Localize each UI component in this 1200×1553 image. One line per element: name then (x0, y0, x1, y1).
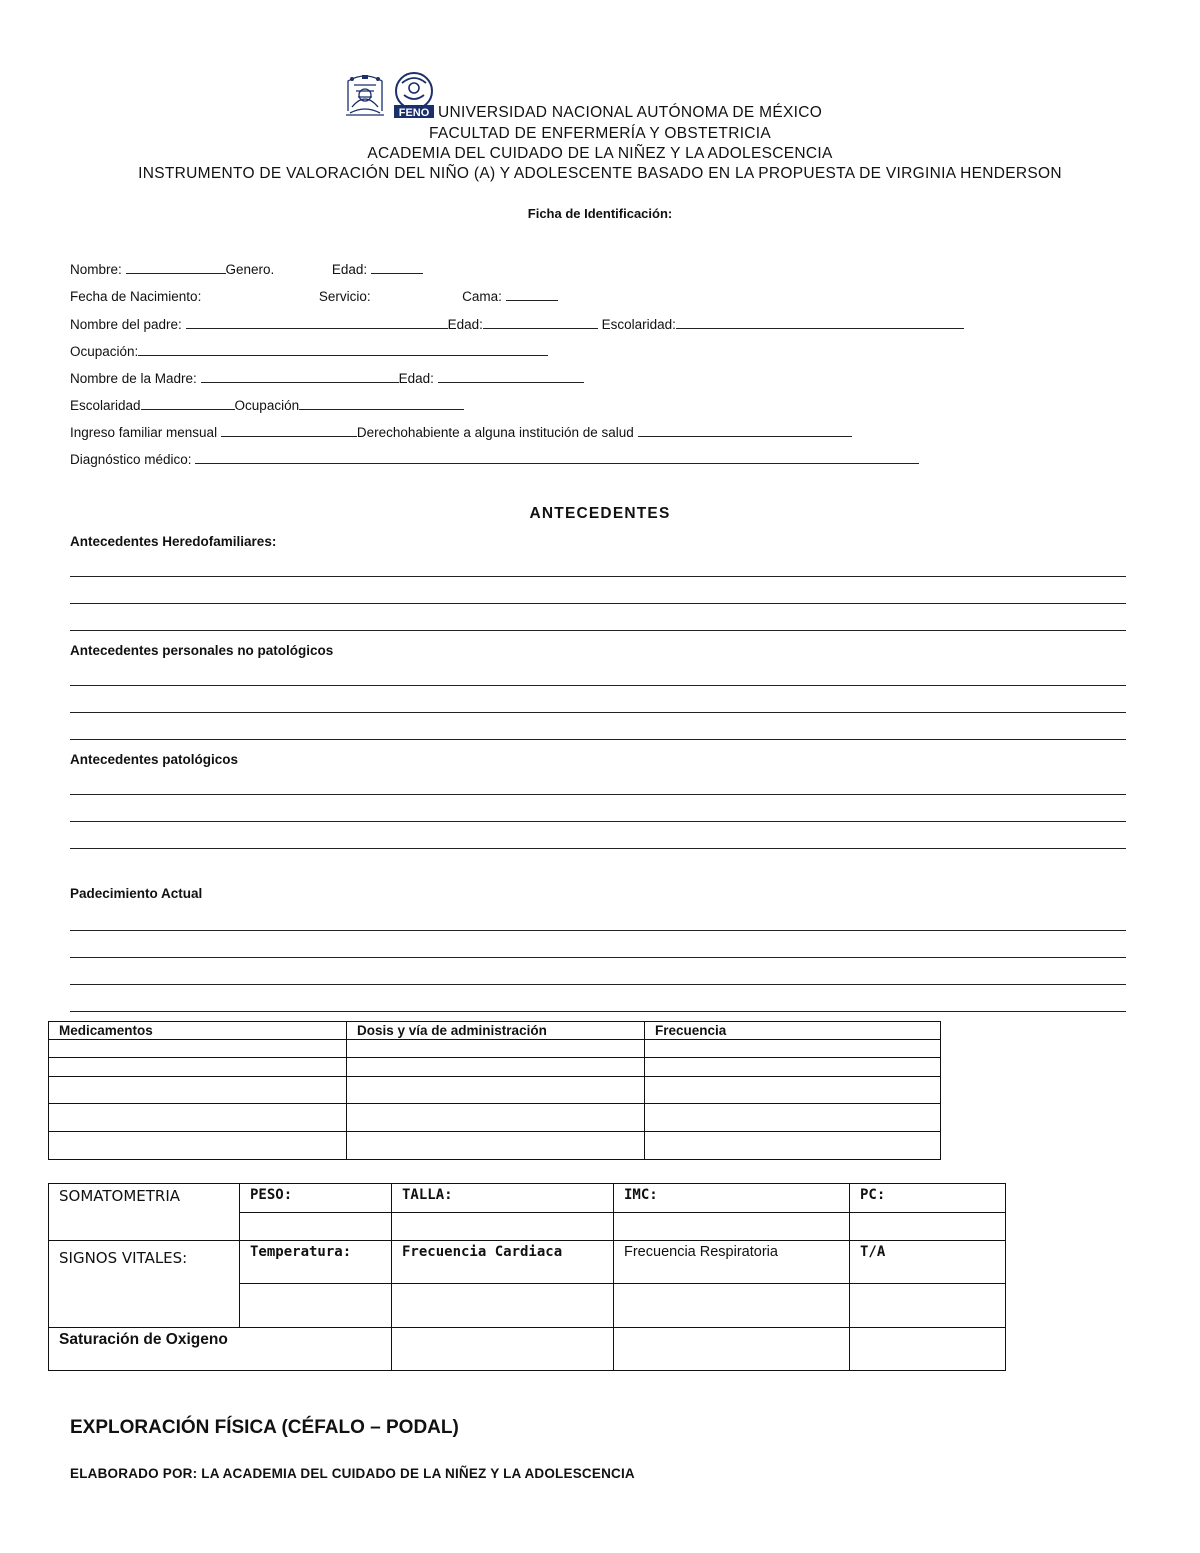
table-header-row (49, 1022, 941, 1040)
feno-logo-icon (394, 73, 434, 119)
table-row (49, 1077, 941, 1104)
frecuencia-cardiaca-value[interactable] (392, 1284, 614, 1328)
writing-line[interactable] (70, 685, 1126, 686)
peso-label: PESO: (240, 1184, 392, 1213)
feno-logo-text: FENO (398, 107, 430, 119)
antecedentes-title: ANTECEDENTES (529, 505, 671, 522)
ficha-identificacion-title: Ficha de Identificación: (527, 206, 673, 221)
table-cell[interactable] (347, 1040, 645, 1058)
header-university: UNIVERSIDAD NACIONAL AUTÓNOMA DE MÉXICO (438, 104, 823, 121)
table-row (49, 1241, 1006, 1284)
table-cell[interactable] (645, 1040, 941, 1058)
table-row (49, 1132, 941, 1160)
input-nombre-madre[interactable] (201, 370, 399, 383)
writing-line[interactable] (70, 848, 1126, 849)
writing-line[interactable] (70, 630, 1126, 631)
field-row-fecha (70, 288, 558, 304)
table-row (49, 1104, 941, 1132)
table-cell[interactable] (49, 1104, 347, 1132)
table-cell[interactable] (49, 1040, 347, 1058)
table-cell[interactable] (347, 1058, 645, 1077)
field-row-diagnostico (70, 451, 919, 467)
field-row-padre (70, 316, 964, 332)
header-dosis: Dosis y vía de administración (347, 1022, 645, 1040)
pc-label: PC: (850, 1184, 1006, 1213)
saturacion-label: Saturación de Oxigeno (49, 1328, 392, 1371)
table-cell[interactable] (645, 1058, 941, 1077)
pc-value[interactable] (850, 1213, 1006, 1241)
input-edad-madre[interactable] (438, 370, 584, 383)
header-instrument-title: INSTRUMENTO DE VALORACIÓN DEL NIÑO (A) Y ADOLESCENTE BASADO EN LA PROPUESTA DE VIRGINIA HENDERSON (138, 165, 1062, 182)
signos-vitales-label: SIGNOS VITALES: (49, 1241, 240, 1328)
label-genero: Genero. (225, 262, 275, 277)
writing-line[interactable] (70, 930, 1126, 931)
writing-line[interactable] (70, 957, 1126, 958)
label-ingreso: Ingreso familiar mensual (70, 425, 218, 440)
field-row-ocupacion (70, 343, 548, 359)
writing-line[interactable] (70, 984, 1126, 985)
label-diagnostico: Diagnóstico médico: (70, 452, 192, 467)
label-fecha-nacimiento: Fecha de Nacimiento: (70, 289, 202, 304)
writing-line[interactable] (70, 712, 1126, 713)
table-row (49, 1040, 941, 1058)
input-diagnostico[interactable] (195, 451, 919, 464)
input-escolaridad[interactable] (141, 397, 235, 410)
unam-seal-icon (342, 71, 438, 121)
label-cama: Cama: (462, 289, 502, 304)
somatometria-label: SOMATOMETRIA (49, 1184, 240, 1241)
talla-value[interactable] (392, 1213, 614, 1241)
header-medicamentos: Medicamentos (49, 1022, 347, 1040)
writing-line[interactable] (70, 794, 1126, 795)
table-cell[interactable] (645, 1104, 941, 1132)
input-cama[interactable] (506, 288, 558, 301)
saturacion-value[interactable] (392, 1328, 614, 1371)
ta-value[interactable] (850, 1284, 1006, 1328)
saturacion-value-3[interactable] (850, 1328, 1006, 1371)
label-nombre: Nombre: (70, 262, 122, 277)
saturacion-value-2[interactable] (614, 1328, 850, 1371)
input-edad-padre[interactable] (483, 316, 598, 329)
table-cell[interactable] (49, 1132, 347, 1160)
header-academy: ACADEMIA DEL CUIDADO DE LA NIÑEZ Y LA ADOLESCENCIA (367, 145, 833, 162)
talla-label: TALLA: (392, 1184, 614, 1213)
temperatura-label: Temperatura: (240, 1241, 392, 1284)
patologicos-label: Antecedentes patológicos (70, 752, 239, 767)
field-row-escolaridad (70, 397, 464, 413)
label-edad-padre: Edad: (447, 317, 483, 332)
label-derechohabiente: Derechohabiente a alguna institución de salud (356, 425, 634, 440)
table-cell[interactable] (49, 1077, 347, 1104)
input-nombre-padre[interactable] (186, 316, 448, 329)
heredofamiliares-label: Antecedentes Heredofamiliares: (70, 534, 277, 549)
writing-line[interactable] (70, 1011, 1126, 1012)
header-frecuencia: Frecuencia (645, 1022, 941, 1040)
peso-value[interactable] (240, 1213, 392, 1241)
input-ocupacion[interactable] (138, 343, 548, 356)
writing-line[interactable] (70, 739, 1126, 740)
ta-label: T/A (850, 1241, 1006, 1284)
label-nombre-madre: Nombre de la Madre: (70, 371, 197, 386)
field-row-madre (70, 370, 584, 386)
input-escolaridad-padre[interactable] (676, 316, 964, 329)
table-cell[interactable] (645, 1077, 941, 1104)
table-cell[interactable] (347, 1104, 645, 1132)
label-ocupacion-madre: Ocupación (234, 398, 300, 413)
input-nombre[interactable] (126, 261, 226, 274)
imc-label: IMC: (614, 1184, 850, 1213)
writing-line[interactable] (70, 576, 1126, 577)
table-cell[interactable] (347, 1132, 645, 1160)
writing-line[interactable] (70, 821, 1126, 822)
field-row-ingreso (70, 424, 852, 440)
table-cell[interactable] (49, 1058, 347, 1077)
label-servicio: Servicio: (318, 289, 371, 304)
input-ocupacion-madre[interactable] (299, 397, 464, 410)
header-faculty: FACULTAD DE ENFERMERÍA Y OBSTETRICIA (428, 125, 772, 142)
input-derechohabiente[interactable] (638, 424, 852, 437)
padecimiento-label: Padecimiento Actual (70, 886, 203, 901)
medicamentos-table (48, 1021, 941, 1160)
label-nombre-padre: Nombre del padre: (70, 317, 182, 332)
input-ingreso[interactable] (221, 424, 357, 437)
label-edad: Edad: (331, 262, 368, 277)
somatometria-table (48, 1183, 1006, 1371)
writing-line[interactable] (70, 603, 1126, 604)
frecuencia-respiratoria-value[interactable] (614, 1284, 850, 1328)
label-escolaridad-padre: Escolaridad: (601, 317, 676, 332)
label-escolaridad: Escolaridad (70, 398, 141, 413)
table-row (49, 1184, 1006, 1213)
exploracion-fisica-title: EXPLORACIÓN FÍSICA (CÉFALO – PODAL) (70, 1417, 459, 1438)
input-edad[interactable] (371, 261, 423, 274)
frecuencia-respiratoria-label: Frecuencia Respiratoria (614, 1241, 850, 1284)
temperatura-value[interactable] (240, 1284, 392, 1328)
label-ocupacion: Ocupación: (70, 344, 139, 359)
imc-value[interactable] (614, 1213, 850, 1241)
table-row (49, 1328, 1006, 1371)
elaborado-por: ELABORADO POR: LA ACADEMIA DEL CUIDADO DE LA NIÑEZ Y LA ADOLESCENCIA (70, 1466, 635, 1481)
no-patologicos-label: Antecedentes personales no patológicos (70, 643, 334, 658)
table-row (49, 1058, 941, 1077)
header-logos (342, 71, 438, 121)
frecuencia-cardiaca-label: Frecuencia Cardiaca (392, 1241, 614, 1284)
label-edad-madre: Edad: (398, 371, 434, 386)
table-cell[interactable] (347, 1077, 645, 1104)
field-row-nombre (70, 261, 423, 277)
table-cell[interactable] (645, 1132, 941, 1160)
